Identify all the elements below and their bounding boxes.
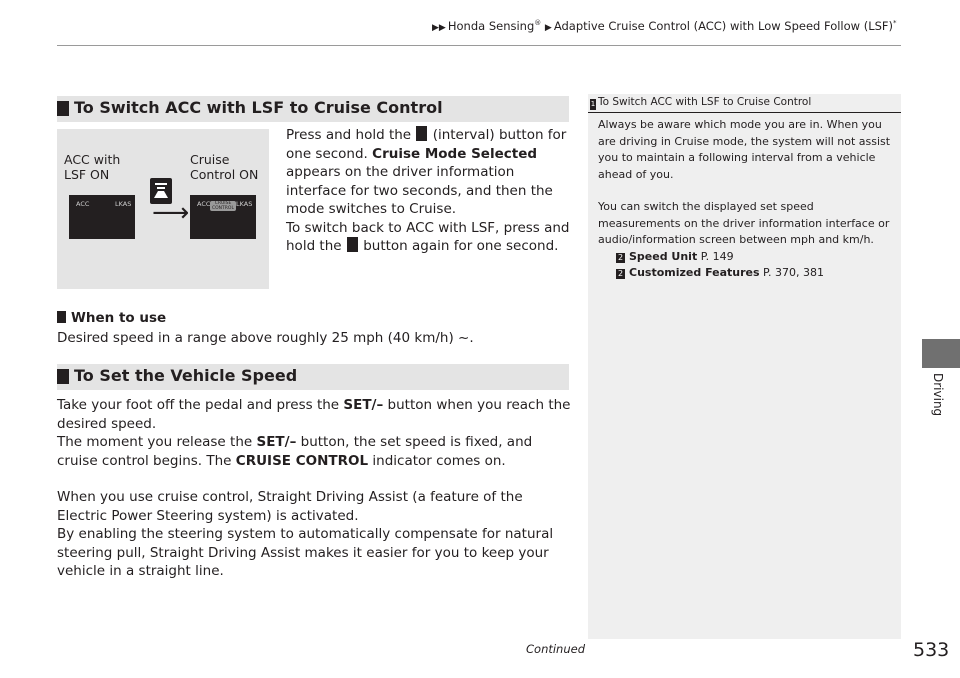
reference-arrow-icon: 2 [617,269,624,278]
interval-button-icon [347,237,358,252]
breadcrumb-honda-sensing[interactable]: Honda Sensing [447,19,535,33]
side-note-divider [588,112,901,113]
illustration-label-acc: ACC with LSF ON [64,152,121,182]
triangle-icon: ▶▶ [432,23,446,33]
section-header-set-speed [57,364,569,390]
cruise-control-indicator: CRUISE CONTROL [210,201,236,211]
meter-display-acc: ACC LKAS [69,195,135,239]
message-cruise-mode: Cruise Mode Selected [372,145,538,162]
when-to-use-text: Desired speed in a range above roughly 25 mph (40 km/h) ~. [57,330,474,346]
reference-link-customized-features[interactable]: 2 Customized Features P. 370, 381 [617,266,824,279]
page-number: 533 [913,639,950,661]
chapter-tab-label[interactable]: Driving [931,373,945,417]
reference-arrow-icon: 2 [617,252,624,262]
square-bullet-icon [57,311,66,323]
chapter-tab-marker[interactable] [922,339,960,368]
subheading-when-to-use: When to use [57,310,166,326]
section-header-switch-acc [57,96,569,122]
side-note-title: 1 To Switch ACC with LSF to Cruise Control [590,96,812,108]
set-speed-body: Take your foot off the pedal and press the SET/– button when you reach the desired speed. The moment you release the SET/– button, the set speed is fixed, and cruise control begins. The CRUISE CONTROL indicator comes on. When you use cruise control, Straight Driving Assist (a feature of the Electric Power Steering system) is activated. By enabling the steering system to automatically compensate for natural steering pull, Straight Driving Assist makes it easier for you to keep your vehicle in a straight line. [57,397,571,579]
arrow-right-icon: ⟶ [152,198,190,228]
registered-mark: ® [534,19,542,28]
header-divider [57,45,901,46]
illustration-label-cruise: Cruise Control ON [190,152,259,182]
triangle-icon: ▶ [544,23,552,33]
meter-display-cruise: ACC LKAS [190,195,256,239]
square-bullet-icon [57,369,69,384]
asterisk-mark: * [893,19,897,28]
reference-link-speed-unit[interactable]: 2 Speed Unit P. 149 [617,249,734,263]
section-title: To Switch ACC with LSF to Cruise Control [74,98,443,117]
interval-button-icon [416,126,427,141]
breadcrumb-acc[interactable]: Adaptive Cruise Control (ACC) with Low Speed Follow (LSF) [553,19,894,33]
continued-label: Continued [526,642,586,656]
square-bullet-icon [57,101,69,116]
switch-instructions: Press and hold the (interval) button for one second. Cruise Mode Selected appears on the driver information interface for two seconds, and then the mode switches to Cruise. To switch back to ACC with LSF, press and hold the button again for one second. [286,127,570,254]
section-title: To Set the Vehicle Speed [74,366,298,385]
note-marker-icon: 1 [590,100,596,108]
side-note-body: Always be aware which mode you are in. When you are driving in Cruise mode, the system will not assist you to maintain a following interval from a vehicle ahead of you. You can switch the displayed set speed measurements on the driver information interface or audio/information screen between mph and km/h. 2 Speed Unit P. 149 2 Customized Features P. 370, 381 [598,117,894,282]
breadcrumb [432,19,897,33]
